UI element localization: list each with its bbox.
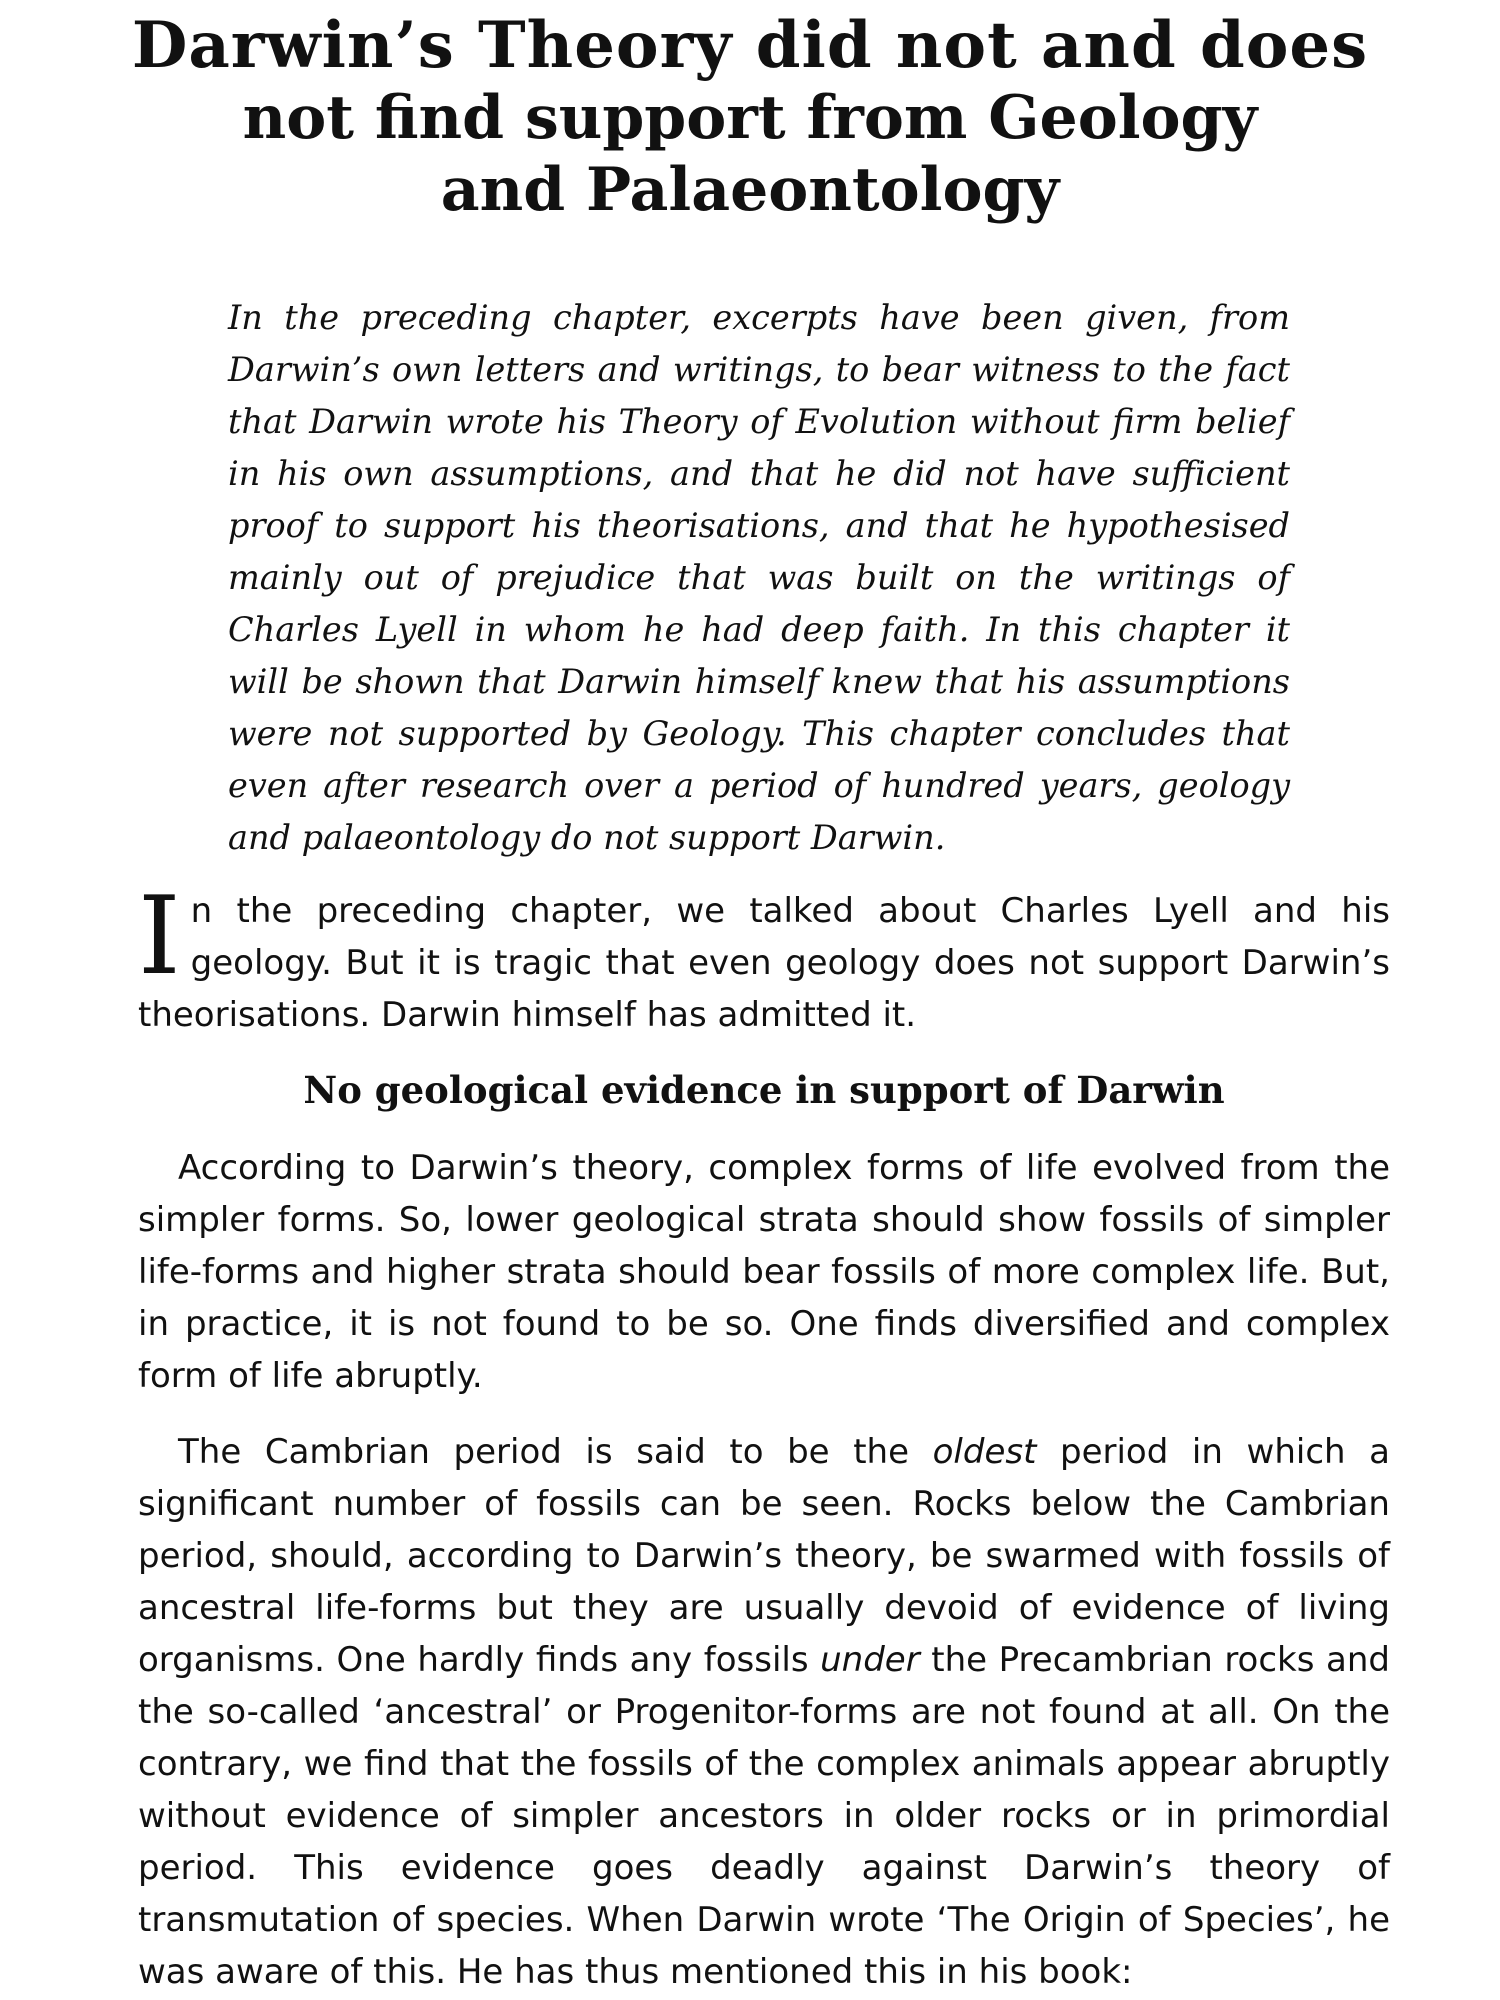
title-line-1: Darwin’s Theory did not and does — [131, 8, 1369, 83]
title-line-3: and Palaeontology — [440, 155, 1060, 225]
paragraph-2-part-1: The Cambrian period is said to be the — [178, 1432, 933, 1472]
title-line-2: not find support from Geology — [242, 83, 1258, 153]
chapter-abstract: In the preceding chapter, excerpts have been given, from Darwin’s own letters and writings, to bear witness to the fact that Darwin wrote his Theory of Evolution without firm belief in his own assumptions, and that he did not have sufficient proof to support his theorisations, and that he hypothesised mainly out of prejudice that was built on the writings of Charles Lyell in whom he had deep faith. In this chapter it will be shown that Darwin himself knew that his assumptions were not supported by Geology. This chapter concludes that even after research over a period of hundred years, geology and palaeontology do not support Darwin. — [228, 298, 1290, 857]
intro-paragraph — [138, 874, 1390, 1041]
emphasis-oldest: oldest — [932, 1432, 1037, 1472]
page-title — [100, 10, 1400, 226]
emphasis-under: under — [820, 1640, 920, 1680]
body-paragraph-2 — [138, 1426, 1390, 1998]
intro-text: n the preceding chapter, we talked about Charles Lyell and his geology. But it is tragic that even geology does not support Darwin’s theorisations. Darwin himself has admitted it. — [138, 891, 1390, 1035]
paragraph-2-part-2: period in which a significant number of fossils can be seen. Rocks below the Cambrian period, should, according to Darwin’s theory, be swarmed with fossils of ancestral life-forms but they are usually devoid of evidence of living organisms. One hardly finds any fossils — [138, 1432, 1390, 1680]
drop-cap: I — [138, 874, 181, 999]
body-paragraph-1: According to Darwin’s theory, complex forms of life evolved from the simpler forms. So, lower geological strata should show fossils of simpler life-forms and higher strata should bear fossils of more complex life. But, in practice, it is not found to be so. One finds diversified and complex form of life abruptly. — [138, 1148, 1390, 1396]
paragraph-2-part-3: the Precambrian rocks and the so-called ‘ancestral’ or Progenitor-forms are not found at all. On the contrary, we find that the fossils of the complex animals appear abruptly without evidence of simpler ancestors in older rocks or in primordial period. This evidence goes deadly against Darwin’s theory of transmutation of species. When Darwin wrote ‘The Origin of Species’, he was aware of this. He has thus mentioned this in his book: — [138, 1640, 1390, 1992]
section-heading: No geological evidence in support of Darwin — [303, 1068, 1225, 1112]
